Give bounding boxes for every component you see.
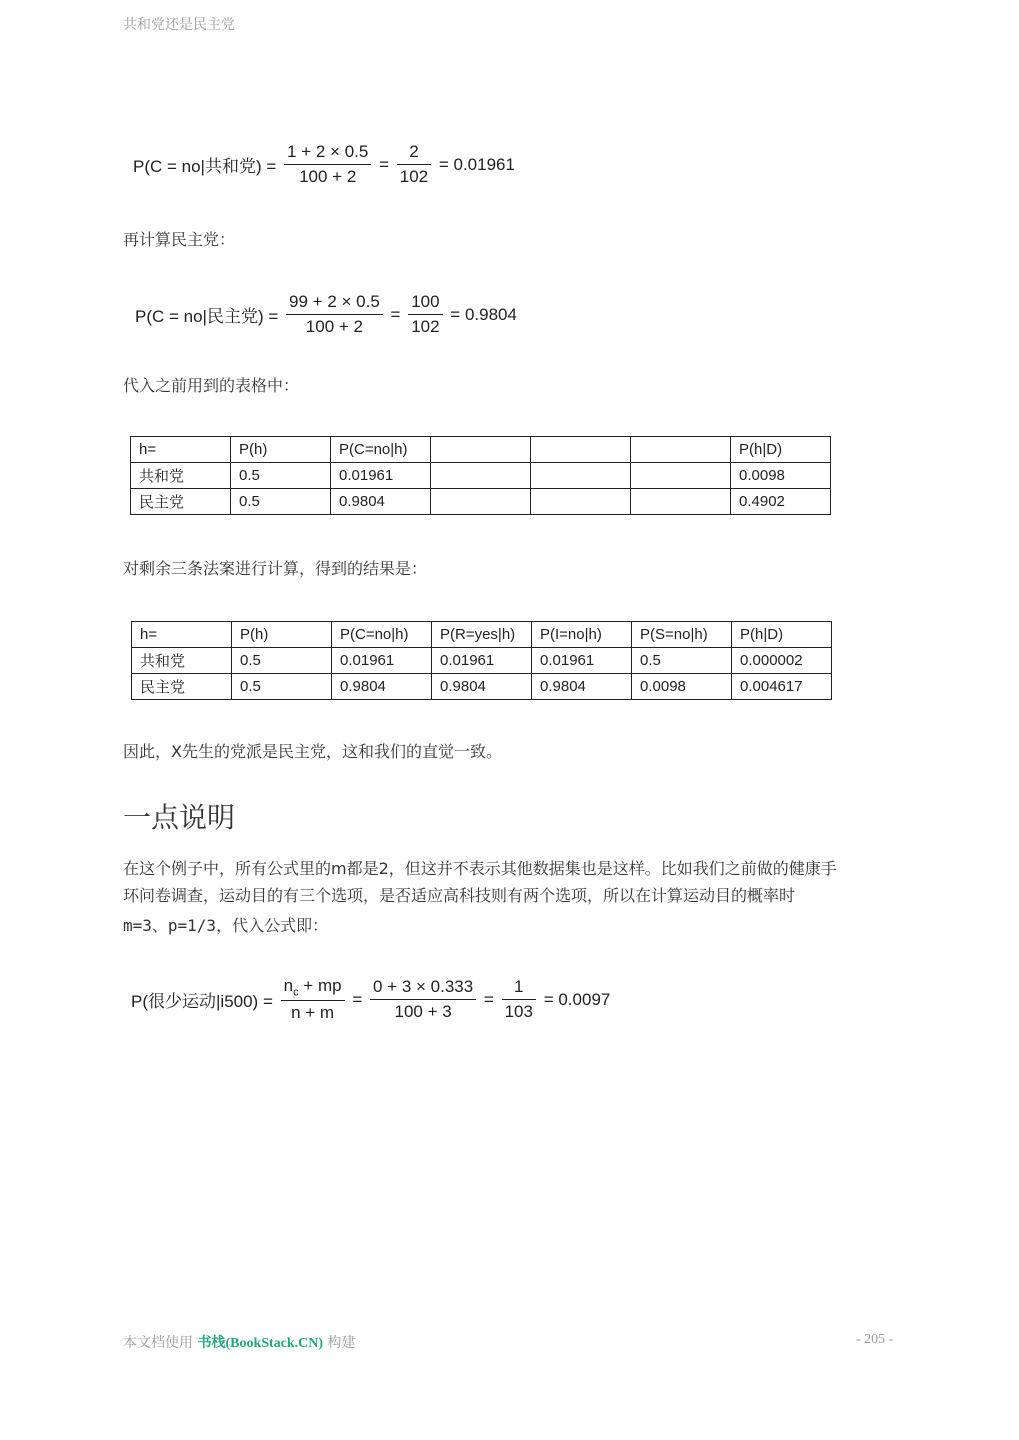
formula-republican: P(C = no|共和党) = $\frac{1 + 2 \times 0.5}{100 + 2}$ = $\frac{2}{102}$ = 0.01961 <box>133 142 515 186</box>
formula-lhs: P(很少运动|i500) = <box>131 992 273 1012</box>
table-cell: 0.9804 <box>532 674 632 700</box>
table-cell: 共和党 <box>131 463 231 489</box>
numerator: 1 <box>502 977 536 1000</box>
numerator: $n_c$ + mp <box>281 976 345 1001</box>
table-cell: 0.004617 <box>732 674 832 700</box>
running-header: 共和党还是民主党 <box>123 17 235 33</box>
fraction <box>286 292 383 337</box>
paragraph: 代入之前用到的表格中： <box>123 376 300 395</box>
formula-lhs: P(C = no|共和党) = <box>133 157 277 176</box>
fraction <box>370 977 476 1022</box>
numerator: 1 + 2 × 0.5 <box>284 142 371 165</box>
paragraph: 因此，X先生的党派是民主党，这和我们的直觉一致。 <box>123 742 502 761</box>
page-number: - 205 - <box>856 1332 894 1347</box>
denominator: 102 <box>411 317 440 336</box>
fraction <box>397 142 431 187</box>
table-cell: P(S=no|h) <box>632 622 732 648</box>
formula-result: = 0.9804 <box>450 304 517 324</box>
table-row <box>131 463 831 489</box>
table-cell <box>431 437 531 463</box>
paragraph-line: 环问卷调查，运动目的有三个选项，是否适应高科技则有两个选项，所以在计算运动目的概率时 <box>123 886 796 905</box>
table-cell: 0.000002 <box>732 648 832 674</box>
denominator: 102 <box>399 167 429 186</box>
table-cell: 0.5 <box>232 648 332 674</box>
probability-table-1 <box>130 436 831 515</box>
denominator: n + m <box>291 1003 335 1023</box>
section-heading: 一点说明 <box>123 801 236 834</box>
fraction <box>408 292 442 337</box>
table-cell: 0.0098 <box>731 463 831 489</box>
page-footer: 本文档使用 书栈(BookStack.CN) 构建 <box>123 1335 356 1351</box>
table-cell: P(h) <box>232 622 332 648</box>
denominator: 103 <box>504 1002 533 1022</box>
paragraph-line: m=3、p=1/3，代入公式即： <box>123 916 329 935</box>
table-cell: 民主党 <box>132 674 232 700</box>
table-cell: 0.0098 <box>632 674 732 700</box>
table-cell: 0.9804 <box>332 674 432 700</box>
formula-exercise: P(很少运动|i500) = $\frac{n_c + mp}{n + m}$ = $\frac{0 + 3 \times 0.333}{100 + 3}$ = $\frac{1}{103}$ = 0.0097 <box>131 976 611 1023</box>
table-cell: P(h|D) <box>731 437 831 463</box>
table-cell <box>531 437 631 463</box>
formula-lhs: P(C = no|民主党) = <box>135 307 279 326</box>
table-cell: h= <box>131 437 231 463</box>
table-cell: P(I=no|h) <box>532 622 632 648</box>
numerator: 2 <box>397 142 431 165</box>
table-cell: 0.01961 <box>432 648 532 674</box>
bookstack-link[interactable]: 书栈(BookStack.CN) <box>197 1336 324 1351</box>
formula-result: = 0.0097 <box>543 989 611 1009</box>
table-cell: h= <box>132 622 232 648</box>
table-cell: P(h) <box>231 437 331 463</box>
denominator: 100 + 2 <box>299 167 357 186</box>
table-row <box>131 437 831 463</box>
paragraph-line: 在这个例子中，所有公式里的m都是2，但这并不表示其他数据集也是这样。比如我们之前做的健康手 <box>123 859 837 878</box>
table-cell: 0.01961 <box>532 648 632 674</box>
table-cell: 0.5 <box>632 648 732 674</box>
numerator: 100 <box>408 292 442 315</box>
table-cell: 0.9804 <box>432 674 532 700</box>
formula-result: = 0.01961 <box>438 154 515 174</box>
numerator: 0 + 3 × 0.333 <box>370 977 476 1000</box>
denominator: 100 + 2 <box>305 317 363 336</box>
table-cell: 0.5 <box>231 463 331 489</box>
table-cell: P(C=no|h) <box>332 622 432 648</box>
fraction <box>284 142 371 187</box>
fraction <box>502 977 536 1022</box>
table-row <box>132 674 832 700</box>
table-cell: P(C=no|h) <box>331 437 431 463</box>
paragraph: 对剩余三条法案进行计算，得到的结果是： <box>123 559 428 578</box>
table-row <box>132 622 832 648</box>
table-cell: 0.4902 <box>731 489 831 515</box>
table-row <box>131 489 831 515</box>
table-cell: 民主党 <box>131 489 231 515</box>
formula-democrat: P(C = no|民主党) = $\frac{99 + 2 \times 0.5}{100 + 2}$ = $\frac{100}{102}$ = 0.9804 <box>135 292 517 336</box>
denominator: 100 + 3 <box>394 1002 452 1022</box>
probability-table-2 <box>131 621 832 700</box>
paragraph: 再计算民主党： <box>123 230 236 249</box>
table-row <box>132 648 832 674</box>
table-cell: 0.01961 <box>332 648 432 674</box>
numerator: 99 + 2 × 0.5 <box>286 292 383 315</box>
table-cell <box>531 463 631 489</box>
table-cell: 0.5 <box>231 489 331 515</box>
table-cell <box>431 489 531 515</box>
table-cell <box>431 463 531 489</box>
table-cell <box>631 437 731 463</box>
table-cell <box>631 463 731 489</box>
table-cell: P(h|D) <box>732 622 832 648</box>
table-cell: 0.01961 <box>331 463 431 489</box>
table-cell: 0.9804 <box>331 489 431 515</box>
table-cell <box>631 489 731 515</box>
table-cell: 0.5 <box>232 674 332 700</box>
table-cell <box>531 489 631 515</box>
table-cell: 共和党 <box>132 648 232 674</box>
fraction <box>281 976 345 1023</box>
table-cell: P(R=yes|h) <box>432 622 532 648</box>
